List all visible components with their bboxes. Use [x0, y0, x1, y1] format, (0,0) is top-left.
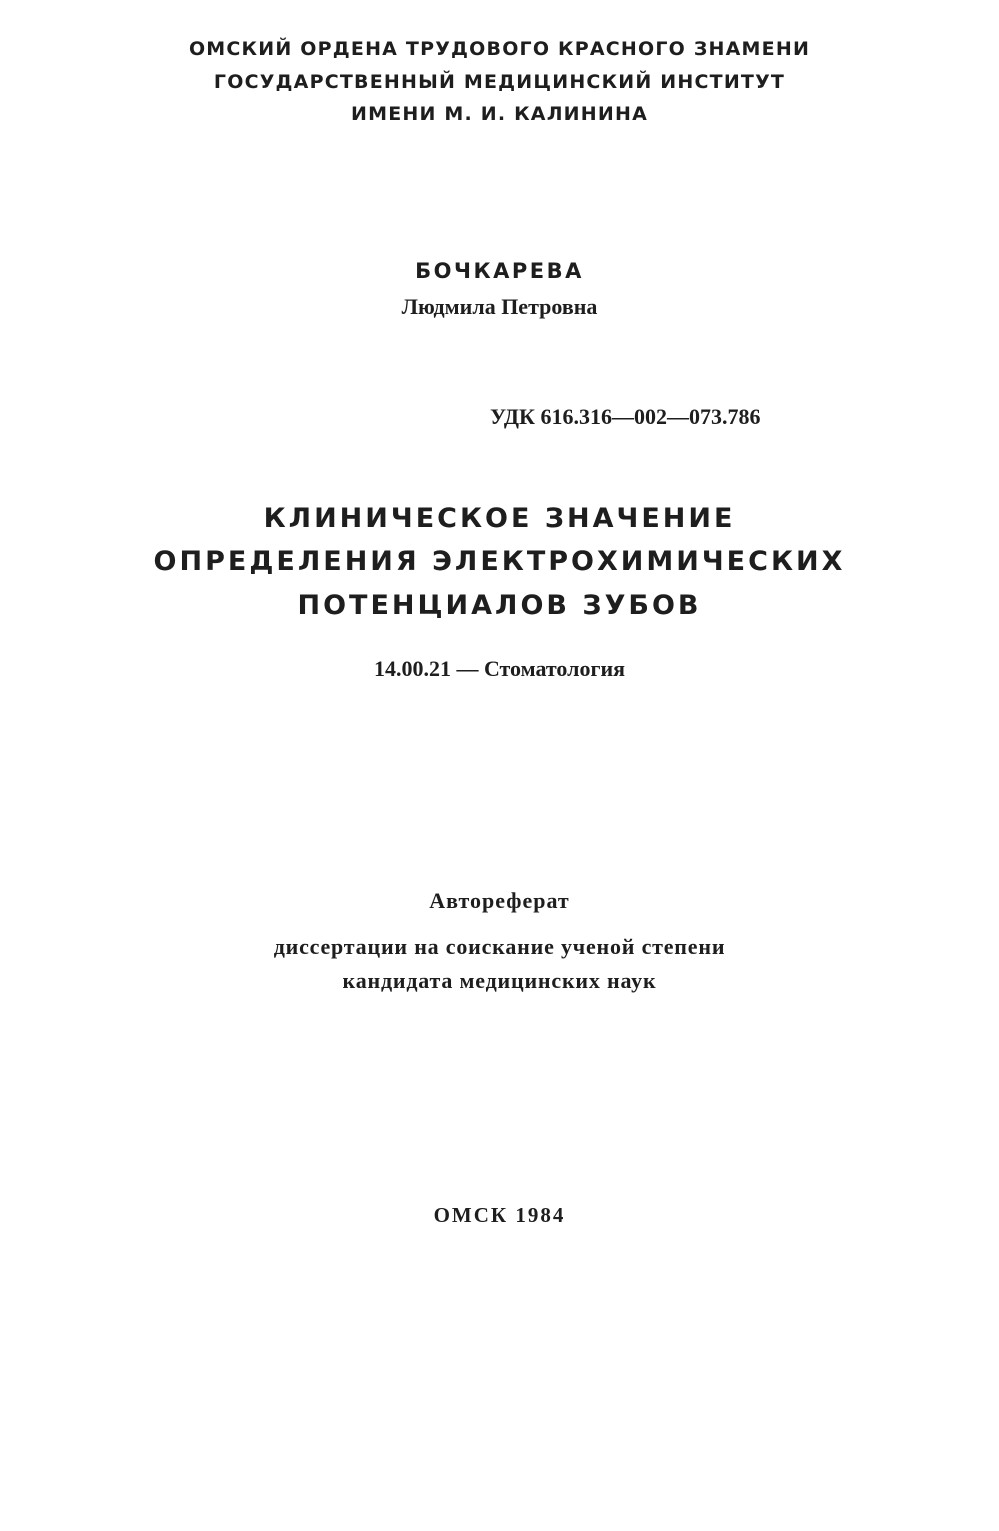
imprint-city-year: ОМСК 1984: [433, 1203, 566, 1227]
institution-line-1: ОМСКИЙ ОРДЕНА ТРУДОВОГО КРАСНОГО ЗНАМЕНИ: [188, 38, 811, 60]
abstract-label: Автореферат: [429, 888, 570, 913]
institution-line-2: ГОСУДАРСТВЕННЫЙ МЕДИЦИНСКИЙ ИНСТИТУТ: [213, 71, 786, 93]
abstract-desc-line-1: диссертации на соискание ученой степени: [273, 934, 726, 959]
specialty-code: 14.00.21 — Стоматология: [373, 656, 626, 681]
author-surname: БОЧКАРЕВА: [415, 259, 584, 283]
udk-code: УДК 616.316—002—073.786: [490, 404, 761, 429]
title-line-3: ПОТЕНЦИАЛОВ ЗУБОВ: [297, 590, 702, 621]
title-line-2: ОПРЕДЕЛЕНИЯ ЭЛЕКТРОХИМИЧЕСКИХ: [153, 546, 846, 577]
author-given-names: Людмила Петровна: [401, 294, 598, 319]
abstract-desc-line-2: кандидата медицинских наук: [342, 968, 657, 993]
title-line-1: КЛИНИЧЕСКОЕ ЗНАЧЕНИЕ: [263, 503, 736, 534]
institution-line-3: ИМЕНИ М. И. КАЛИНИНА: [350, 103, 648, 125]
